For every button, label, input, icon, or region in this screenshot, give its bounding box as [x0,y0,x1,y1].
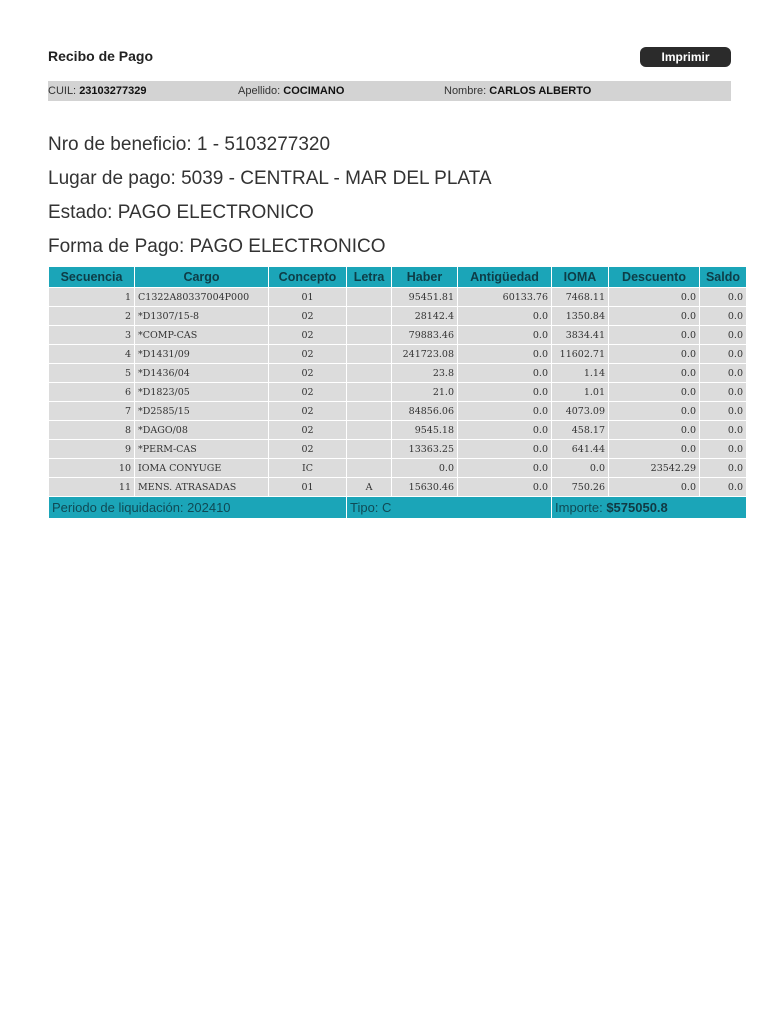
cell-haber: 241723.08 [392,345,458,364]
cell-letra [347,421,392,440]
cell-antiguedad: 0.0 [458,364,552,383]
cell-concepto: 02 [269,307,347,326]
cell-descuento: 0.0 [609,440,700,459]
cell-antiguedad: 0.0 [458,326,552,345]
cell-ioma: 3834.41 [552,326,609,345]
cell-letra [347,402,392,421]
cell-cargo: *DAGO/08 [135,421,269,440]
cell-saldo: 0.0 [700,326,747,345]
importe-total [552,497,747,519]
cell-antiguedad: 0.0 [458,421,552,440]
cell-concepto: 02 [269,402,347,421]
cell-letra: A [347,478,392,497]
cell-descuento: 0.0 [609,345,700,364]
cell-cargo: MENS. ATRASADAS [135,478,269,497]
cuil-value: 23103277329 [79,85,147,97]
cell-cargo: *D1436/04 [135,364,269,383]
cell-ioma: 1350.84 [552,307,609,326]
cell-cargo: *PERM-CAS [135,440,269,459]
cell-secuencia: 6 [49,383,135,402]
cell-descuento: 0.0 [609,288,700,307]
cell-secuencia: 1 [49,288,135,307]
cell-descuento: 0.0 [609,478,700,497]
cell-letra [347,440,392,459]
header-cargo: Cargo [135,267,269,288]
cell-descuento: 0.0 [609,421,700,440]
cell-cargo: *D1307/15-8 [135,307,269,326]
cell-antiguedad: 0.0 [458,440,552,459]
cell-letra [347,345,392,364]
cell-saldo: 0.0 [700,478,747,497]
header-descuento: Descuento [609,267,700,288]
cell-haber: 79883.46 [392,326,458,345]
cell-cargo: *D1431/09 [135,345,269,364]
table-row [49,364,747,383]
cell-concepto: IC [269,459,347,478]
header-saldo: Saldo [700,267,747,288]
apellido-field [238,81,344,101]
cell-cargo: C1322A80337004P000 [135,288,269,307]
cuil-field [48,81,146,101]
header-haber: Haber [392,267,458,288]
cell-antiguedad: 0.0 [458,402,552,421]
nombre-label: Nombre: [444,85,487,97]
cell-haber: 9545.18 [392,421,458,440]
cell-letra [347,459,392,478]
cell-antiguedad: 0.0 [458,345,552,364]
cell-haber: 95451.81 [392,288,458,307]
table-footer-row [49,497,747,519]
cell-antiguedad: 60133.76 [458,288,552,307]
cell-secuencia: 9 [49,440,135,459]
cell-cargo: *COMP-CAS [135,326,269,345]
cell-ioma: 641.44 [552,440,609,459]
apellido-label: Apellido: [238,85,281,97]
cell-concepto: 01 [269,288,347,307]
table-row [49,478,747,497]
header-secuencia: Secuencia [49,267,135,288]
cell-concepto: 02 [269,345,347,364]
cell-secuencia: 11 [49,478,135,497]
cell-cargo: *D1823/05 [135,383,269,402]
cell-secuencia: 4 [49,345,135,364]
cell-ioma: 0.0 [552,459,609,478]
table-row [49,345,747,364]
cell-saldo: 0.0 [700,345,747,364]
cell-cargo: *D2585/15 [135,402,269,421]
identity-bar [48,81,731,101]
table-row [49,288,747,307]
cell-ioma: 11602.71 [552,345,609,364]
importe-label: Importe: [555,500,603,515]
header-letra: Letra [347,267,392,288]
cell-descuento: 0.0 [609,364,700,383]
header-ioma: IOMA [552,267,609,288]
estado-line: Estado: PAGO ELECTRONICO [48,202,314,223]
cell-saldo: 0.0 [700,383,747,402]
cell-saldo: 0.0 [700,402,747,421]
cell-descuento: 0.0 [609,307,700,326]
cell-antiguedad: 0.0 [458,459,552,478]
cell-concepto: 02 [269,383,347,402]
cell-secuencia: 10 [49,459,135,478]
cell-saldo: 0.0 [700,364,747,383]
lugar-pago-line: Lugar de pago: 5039 - CENTRAL - MAR DEL PLATA [48,168,492,189]
cell-haber: 0.0 [392,459,458,478]
cell-concepto: 02 [269,364,347,383]
header-antiguedad: Antigüedad [458,267,552,288]
cell-letra [347,326,392,345]
cell-antiguedad: 0.0 [458,478,552,497]
table-row [49,421,747,440]
cell-ioma: 7468.11 [552,288,609,307]
cell-letra [347,383,392,402]
table-row [49,402,747,421]
print-button[interactable]: Imprimir [640,47,731,67]
cell-descuento: 23542.29 [609,459,700,478]
cell-letra [347,307,392,326]
cell-saldo: 0.0 [700,288,747,307]
cell-haber: 15630.46 [392,478,458,497]
header-concepto: Concepto [269,267,347,288]
table-row [49,459,747,478]
cell-secuencia: 8 [49,421,135,440]
cell-ioma: 458.17 [552,421,609,440]
table-row [49,307,747,326]
cell-saldo: 0.0 [700,307,747,326]
cell-ioma: 1.14 [552,364,609,383]
table-header-row [49,267,747,288]
cell-concepto: 02 [269,421,347,440]
cell-letra [347,364,392,383]
cell-letra [347,288,392,307]
cell-descuento: 0.0 [609,326,700,345]
cell-haber: 28142.4 [392,307,458,326]
cell-secuencia: 7 [49,402,135,421]
periodo-liquidacion: Periodo de liquidación: 202410 [49,497,347,519]
beneficio-line: Nro de beneficio: 1 - 5103277320 [48,134,331,155]
payment-detail-table [48,266,747,519]
cell-saldo: 0.0 [700,459,747,478]
cell-haber: 84856.06 [392,402,458,421]
cell-antiguedad: 0.0 [458,383,552,402]
cell-secuencia: 5 [49,364,135,383]
cuil-label: CUIL: [48,85,77,97]
cell-antiguedad: 0.0 [458,307,552,326]
table-row [49,383,747,402]
cell-haber: 13363.25 [392,440,458,459]
importe-value: $575050.8 [606,500,668,515]
cell-haber: 23.8 [392,364,458,383]
cell-concepto: 02 [269,326,347,345]
cell-descuento: 0.0 [609,402,700,421]
cell-descuento: 0.0 [609,383,700,402]
cell-haber: 21.0 [392,383,458,402]
cell-saldo: 0.0 [700,421,747,440]
cell-secuencia: 2 [49,307,135,326]
apellido-value: COCIMANO [283,85,345,97]
tipo-liquidacion: Tipo: C [347,497,552,519]
table-row [49,440,747,459]
cell-concepto: 01 [269,478,347,497]
cell-saldo: 0.0 [700,440,747,459]
cell-cargo: IOMA CONYUGE [135,459,269,478]
nombre-field [444,81,591,101]
forma-pago-line: Forma de Pago: PAGO ELECTRONICO [48,236,386,257]
table-row [49,326,747,345]
page-title: Recibo de Pago [48,48,154,64]
nombre-value: CARLOS ALBERTO [489,85,592,97]
cell-concepto: 02 [269,440,347,459]
cell-ioma: 750.26 [552,478,609,497]
cell-ioma: 1.01 [552,383,609,402]
cell-secuencia: 3 [49,326,135,345]
cell-ioma: 4073.09 [552,402,609,421]
